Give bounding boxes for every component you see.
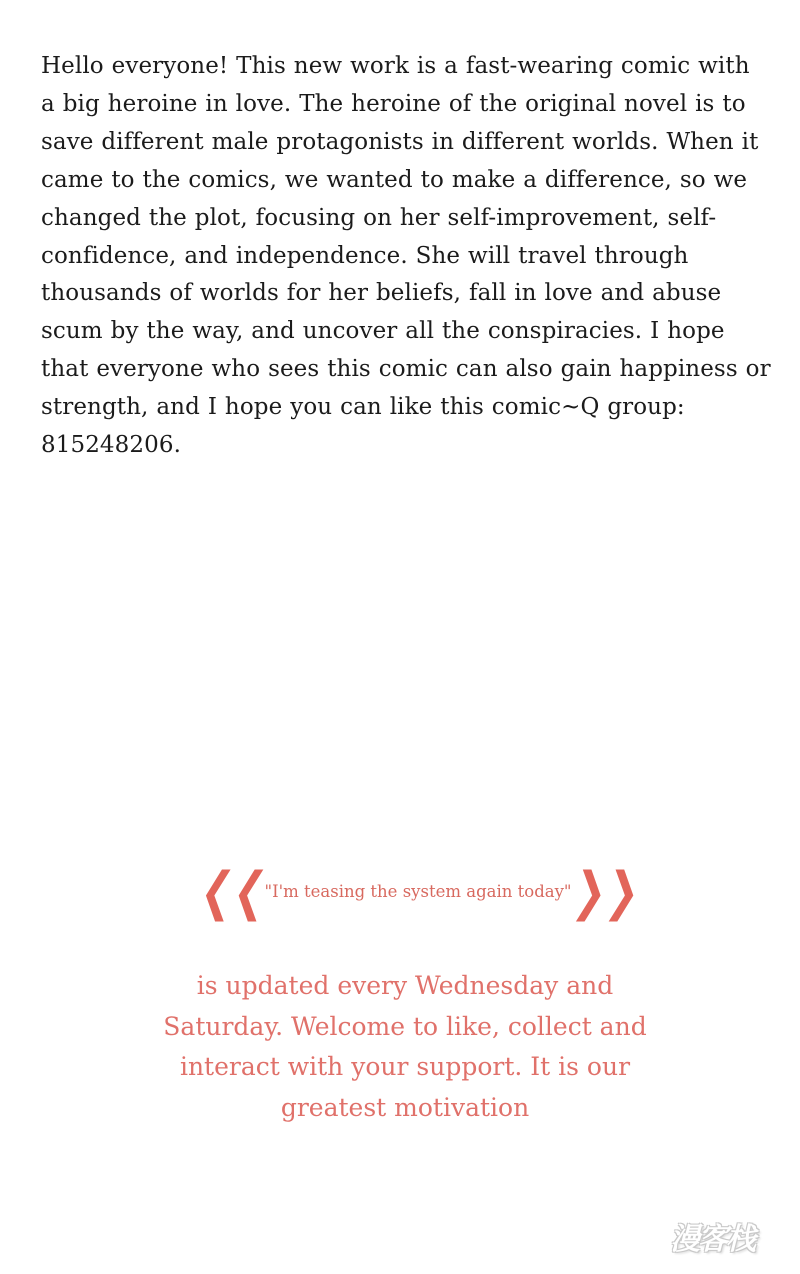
update-schedule-note: is updated every Wednesday and Saturday. Welcome to like, collect and interact with your support. It is our greatest motivation	[163, 971, 647, 1122]
right-quote-chevron-icon: ❯❯	[569, 862, 644, 922]
watermark-logo: 漫客栈	[670, 1222, 754, 1257]
comic-title-banner	[190, 862, 650, 922]
comic-title: "I'm teasing the system again today"	[264, 882, 572, 901]
left-quote-chevron-icon: ❮❮	[196, 862, 271, 922]
intro-paragraph: Hello everyone! This new work is a fast-wearing comic with a big heroine in love. The heroine of the original novel is to save different male protagonists in different worlds. When it came to the comics, we wanted to make a difference, so we changed the plot, focusing on her self-improvement, self-confidence, and independence. She will travel through thousands of worlds for her beliefs, fall in love and abuse scum by the way, and uncover all the conspiracies. I hope that everyone who sees this comic can also gain happiness or strength, and I hope you can like this comic~Q group: 815248206.	[41, 53, 771, 459]
